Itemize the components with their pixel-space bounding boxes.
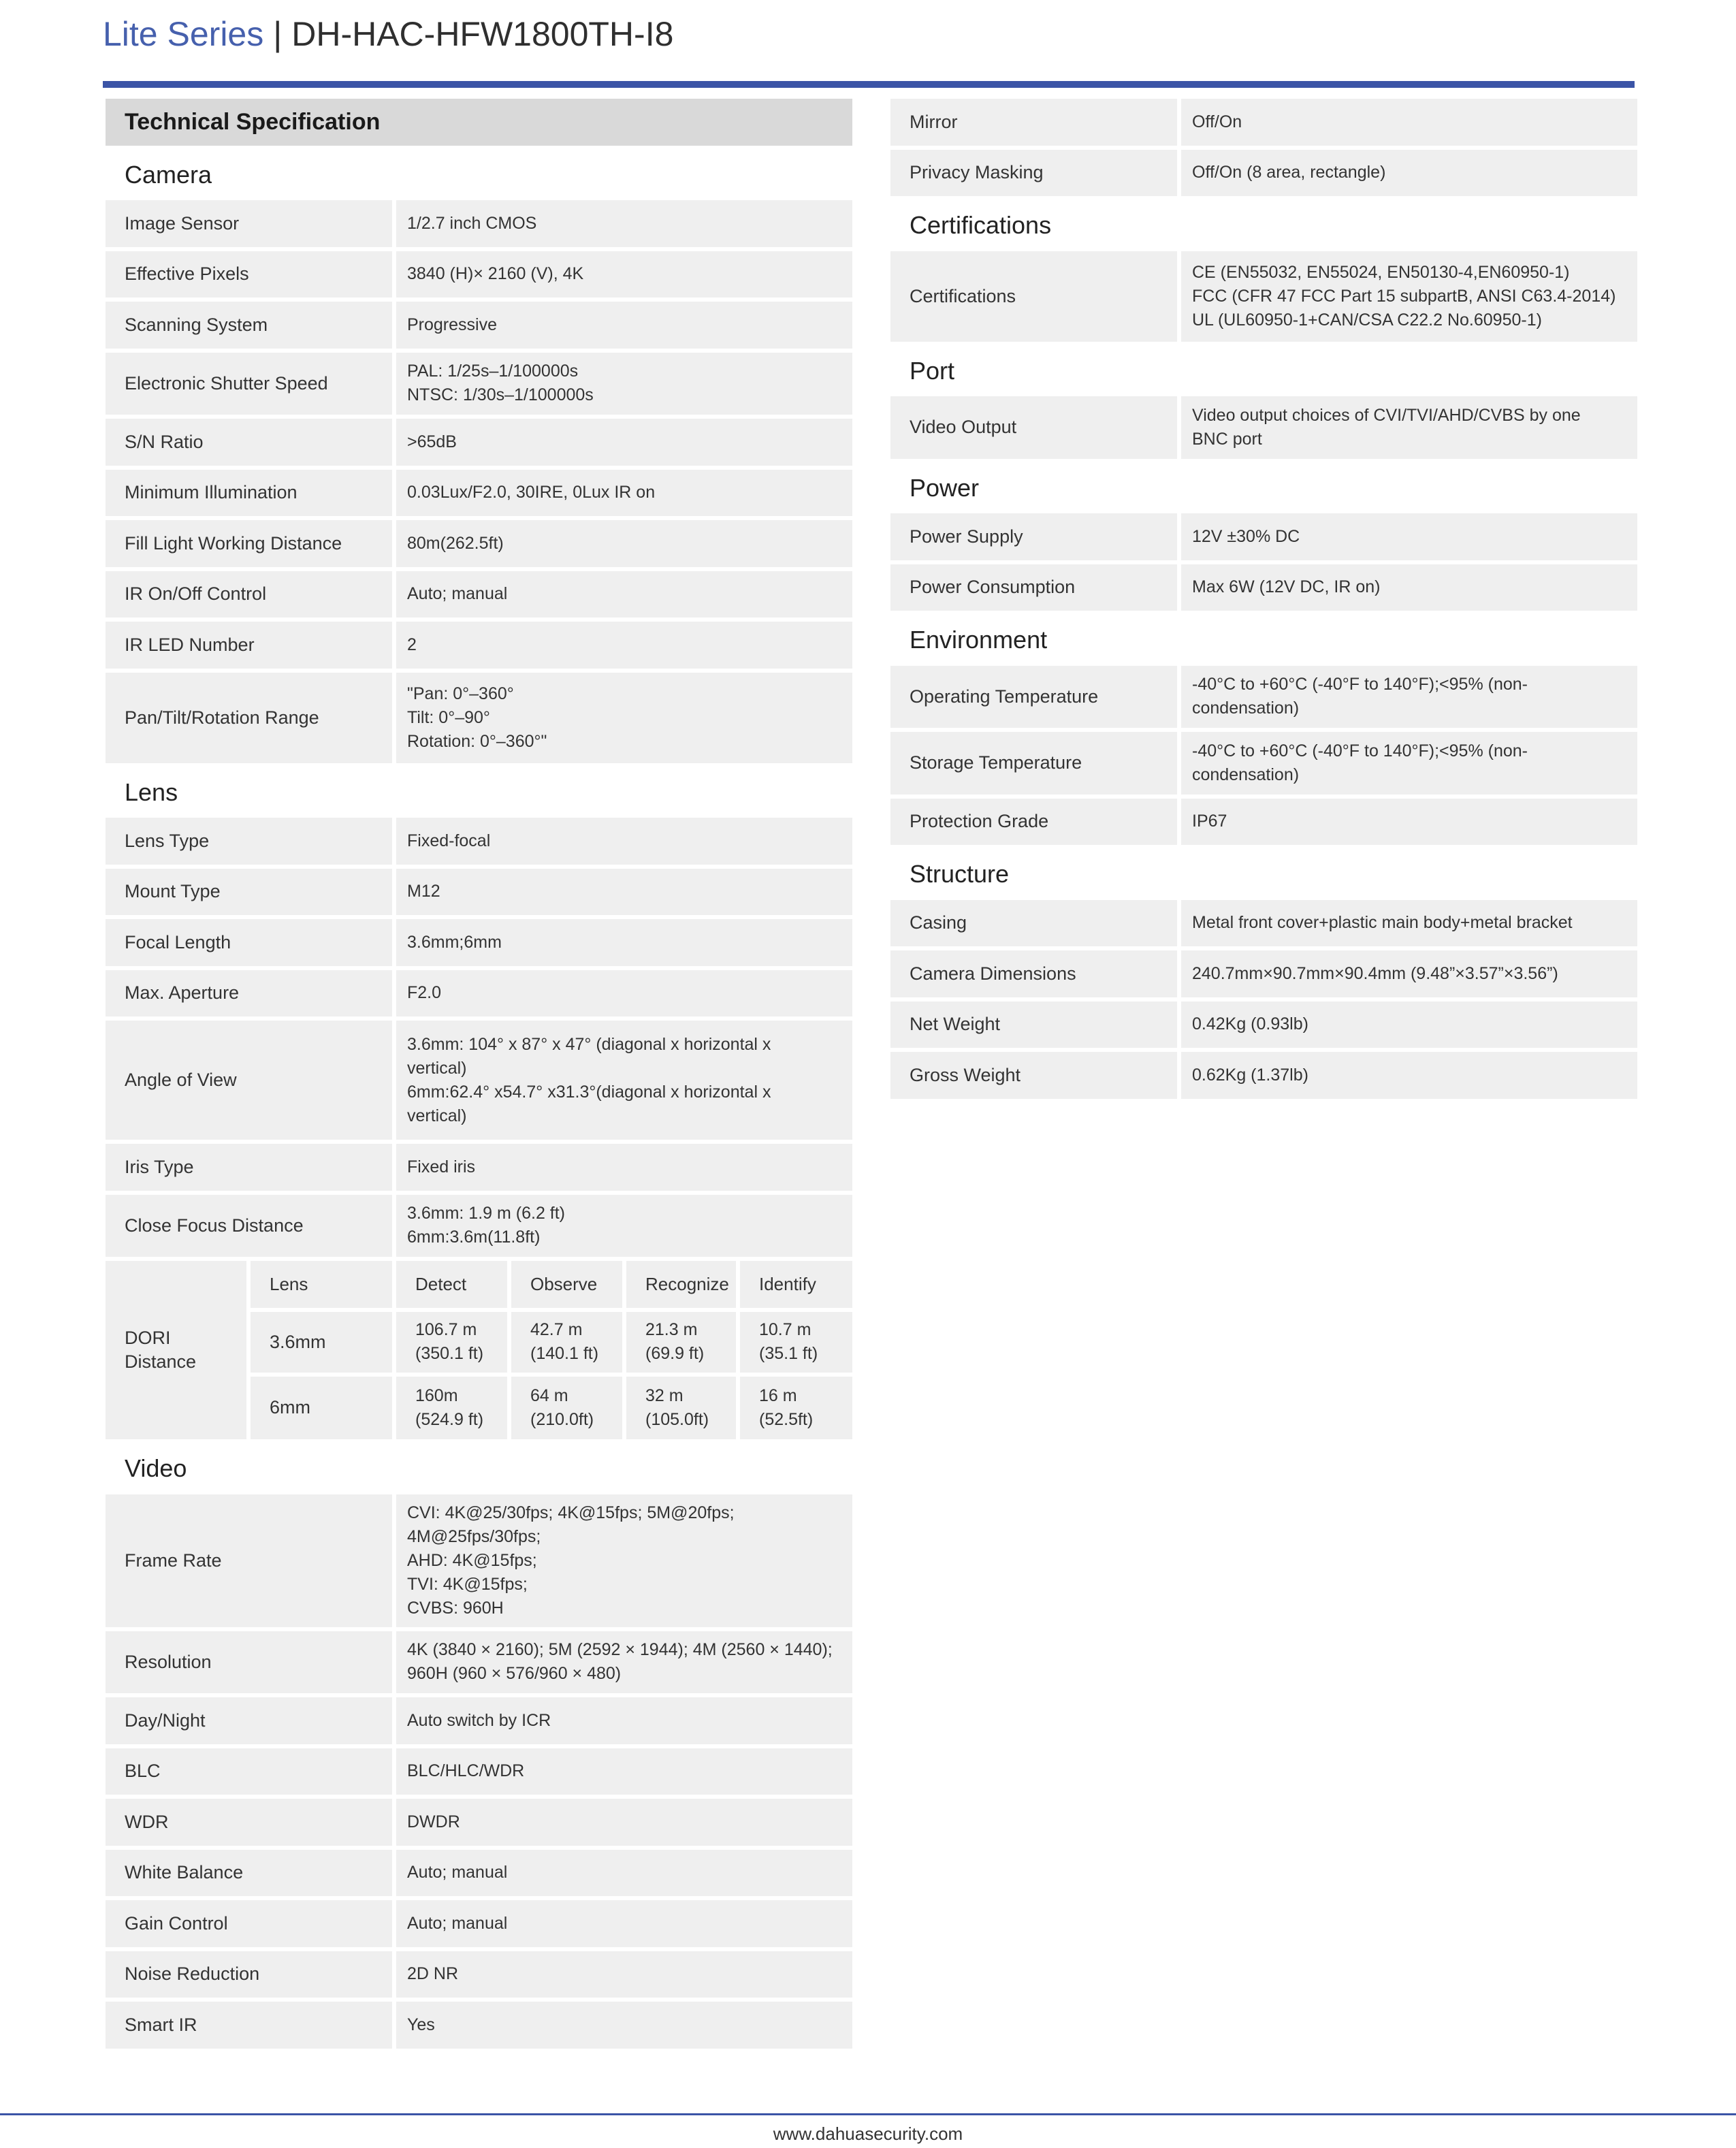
section-title-power: Power xyxy=(910,473,980,502)
spec-label: Power Supply xyxy=(890,513,1177,560)
section-title-certifications: Certifications xyxy=(910,211,1052,239)
spec-label: White Balance xyxy=(106,1850,392,1897)
spec-row-smart-ir xyxy=(106,2002,852,2049)
spec-value: 3.6mm;6mm xyxy=(396,919,852,966)
spec-label: Electronic Shutter Speed xyxy=(106,353,392,415)
spec-value: Metal front cover+plastic main body+metal bracket xyxy=(1181,900,1637,947)
spec-label: Max. Aperture xyxy=(106,970,392,1017)
spec-value: "Pan: 0°–360° Tilt: 0°–90° Rotation: 0°–360°" xyxy=(396,673,852,763)
spec-value: CE (EN55032, EN55024, EN50130-4,EN60950-1) FCC (CFR 47 FCC Part 15 subpartB, ANSI C63.4-2014) UL (UL60950-1+CAN/CSA C22.2 No.60950-1) xyxy=(1181,251,1637,342)
spec-label: Frame Rate xyxy=(106,1494,392,1627)
title-separator: | xyxy=(273,15,283,53)
spec-value: 0.62Kg (1.37lb) xyxy=(1181,1052,1637,1099)
spec-row-lens-type xyxy=(106,818,852,865)
section-title-video: Video xyxy=(125,1454,187,1482)
section-title-port: Port xyxy=(910,356,955,385)
spec-label: Day/Night xyxy=(106,1697,392,1744)
spec-label: Noise Reduction xyxy=(106,1951,392,1998)
dori-table xyxy=(106,1261,852,1439)
spec-label: S/N Ratio xyxy=(106,419,392,466)
spec-label: Image Sensor xyxy=(106,200,392,247)
section-title-environment: Environment xyxy=(910,626,1048,654)
spec-row-day-night xyxy=(106,1697,852,1744)
dori-label: DORI Distance xyxy=(106,1261,246,1439)
spec-row-max-aperture xyxy=(106,970,852,1017)
spec-label: Close Focus Distance xyxy=(106,1195,392,1257)
spec-row-mount-type xyxy=(106,869,852,916)
spec-value: Auto; manual xyxy=(396,1900,852,1947)
spec-value: Auto; manual xyxy=(396,571,852,618)
spec-row-mirror xyxy=(890,99,1637,146)
spec-label: Minimum Illumination xyxy=(106,470,392,517)
spec-row-fill-light-working-distance xyxy=(106,520,852,567)
spec-value: 3840 (H)× 2160 (V), 4K xyxy=(396,251,852,298)
spec-label: Focal Length xyxy=(106,919,392,966)
header-accent-bar xyxy=(103,81,1635,88)
dori-recognize-cell: 32 m (105.0ft) xyxy=(626,1377,736,1440)
spec-value: Progressive xyxy=(396,302,852,349)
spec-label: Mirror xyxy=(890,99,1177,146)
left-sections xyxy=(106,150,852,2049)
spec-value: Video output choices of CVI/TVI/AHD/CVBS by one BNC port xyxy=(1181,396,1637,459)
dori-detect-cell: 106.7 m (350.1 ft) xyxy=(396,1312,507,1373)
spec-value: 80m(262.5ft) xyxy=(396,520,852,567)
spec-row-privacy-masking xyxy=(890,150,1637,197)
spec-label: Camera Dimensions xyxy=(890,950,1177,997)
spec-row-s-n-ratio xyxy=(106,419,852,466)
dori-recognize-cell: 21.3 m (69.9 ft) xyxy=(626,1312,736,1373)
spec-value: 240.7mm×90.7mm×90.4mm (9.48”×3.57”×3.56”) xyxy=(1181,950,1637,997)
spec-label: Angle of View xyxy=(106,1021,392,1140)
spec-row-resolution xyxy=(106,1631,852,1694)
spec-label: Casing xyxy=(890,900,1177,947)
model-number: DH-HAC-HFW1800TH-I8 xyxy=(291,15,674,53)
footer-website: www.dahuasecurity.com xyxy=(773,2123,963,2144)
spec-value: Max 6W (12V DC, IR on) xyxy=(1181,564,1637,611)
right-sections xyxy=(890,99,1637,1099)
section-title-lens: Lens xyxy=(125,778,178,806)
spec-row-wdr xyxy=(106,1799,852,1846)
spec-value: Auto switch by ICR xyxy=(396,1697,852,1744)
spec-row-noise-reduction xyxy=(106,1951,852,1998)
spec-value: BLC/HLC/WDR xyxy=(396,1748,852,1795)
spec-label: Operating Temperature xyxy=(890,666,1177,728)
spec-label: Mount Type xyxy=(106,869,392,916)
dori-header-detect: Detect xyxy=(396,1261,507,1308)
spec-label: Iris Type xyxy=(106,1144,392,1191)
dori-header-identify: Identify xyxy=(740,1261,852,1308)
spec-label: Gross Weight xyxy=(890,1052,1177,1099)
spec-value: PAL: 1/25s–1/100000s NTSC: 1/30s–1/100000s xyxy=(396,353,852,415)
spec-value: 2D NR xyxy=(396,1951,852,1998)
spec-label: Video Output xyxy=(890,396,1177,459)
spec-value: M12 xyxy=(396,869,852,916)
spec-label: IR On/Off Control xyxy=(106,571,392,618)
spec-value: F2.0 xyxy=(396,970,852,1017)
spec-value: 0.03Lux/F2.0, 30IRE, 0Lux IR on xyxy=(396,470,852,517)
spec-row-minimum-illumination xyxy=(106,470,852,517)
spec-row-ir-on-off-control xyxy=(106,571,852,618)
spec-value: 0.42Kg (0.93lb) xyxy=(1181,1001,1637,1048)
spec-value: IP67 xyxy=(1181,799,1637,846)
spec-value: CVI: 4K@25/30fps; 4K@15fps; 5M@20fps; 4M@25fps/30fps; AHD: 4K@15fps; TVI: 4K@15fps; CVBS: 960H xyxy=(396,1494,852,1627)
spec-row-power-supply xyxy=(890,513,1637,560)
spec-label: BLC xyxy=(106,1748,392,1795)
spec-label: Resolution xyxy=(106,1631,392,1694)
spec-value: Fixed iris xyxy=(396,1144,852,1191)
spec-row-iris-type xyxy=(106,1144,852,1191)
spec-row-power-consumption xyxy=(890,564,1637,611)
spec-label: Privacy Masking xyxy=(890,150,1177,197)
spec-header: Technical Specification xyxy=(106,99,852,146)
dori-identify-cell: 16 m (52.5ft) xyxy=(740,1377,852,1440)
spec-row-gross-weight xyxy=(890,1052,1637,1099)
right-spec-column xyxy=(890,99,1637,1103)
spec-row-certifications xyxy=(890,251,1637,342)
spec-row-focal-length xyxy=(106,919,852,966)
dori-header-recognize: Recognize xyxy=(626,1261,736,1308)
left-spec-column xyxy=(106,99,852,2053)
spec-value: 1/2.7 inch CMOS xyxy=(396,200,852,247)
spec-row-image-sensor xyxy=(106,200,852,247)
spec-row-white-balance xyxy=(106,1850,852,1897)
spec-row-video-output xyxy=(890,396,1637,459)
series-name: Lite Series xyxy=(103,15,264,53)
spec-row-storage-temperature xyxy=(890,732,1637,795)
spec-label: Gain Control xyxy=(106,1900,392,1947)
spec-label: Scanning System xyxy=(106,302,392,349)
spec-label: Net Weight xyxy=(890,1001,1177,1048)
spec-label: Protection Grade xyxy=(890,799,1177,846)
spec-row-operating-temperature xyxy=(890,666,1637,728)
spec-value: 3.6mm: 1.9 m (6.2 ft) 6mm:3.6m(11.8ft) xyxy=(396,1195,852,1257)
dori-observe-cell: 42.7 m (140.1 ft) xyxy=(511,1312,622,1373)
document-title xyxy=(103,14,673,54)
spec-row-ir-led-number xyxy=(106,622,852,669)
spec-row-protection-grade xyxy=(890,799,1637,846)
spec-row-casing xyxy=(890,900,1637,947)
spec-value: Off/On (8 area, rectangle) xyxy=(1181,150,1637,197)
spec-row-gain-control xyxy=(106,1900,852,1947)
spec-row-blc xyxy=(106,1748,852,1795)
dori-lens-cell: 6mm xyxy=(251,1377,392,1440)
spec-value: 3.6mm: 104° x 87° x 47° (diagonal x horizontal x vertical) 6mm:62.4° x54.7° x31.3°(diagonal x horizontal x vertical) xyxy=(396,1021,852,1140)
spec-value: >65dB xyxy=(396,419,852,466)
spec-label: Pan/Tilt/Rotation Range xyxy=(106,673,392,763)
footer-divider xyxy=(0,2113,1736,2115)
section-title-structure: Structure xyxy=(910,860,1010,888)
spec-label: Effective Pixels xyxy=(106,251,392,298)
spec-row-camera-dimensions xyxy=(890,950,1637,997)
spec-row-angle-of-view xyxy=(106,1021,852,1140)
dori-lens-cell: 3.6mm xyxy=(251,1312,392,1373)
spec-value: 12V ±30% DC xyxy=(1181,513,1637,560)
spec-value: Yes xyxy=(396,2002,852,2049)
spec-label: WDR xyxy=(106,1799,392,1846)
spec-label: Certifications xyxy=(890,251,1177,342)
spec-label: Power Consumption xyxy=(890,564,1177,611)
spec-value: DWDR xyxy=(396,1799,852,1846)
spec-label: IR LED Number xyxy=(106,622,392,669)
dori-header-lens: Lens xyxy=(251,1261,392,1308)
dori-detect-cell: 160m (524.9 ft) xyxy=(396,1377,507,1440)
dori-identify-cell: 10.7 m (35.1 ft) xyxy=(740,1312,852,1373)
spec-row-scanning-system xyxy=(106,302,852,349)
spec-row-close-focus-distance xyxy=(106,1195,852,1257)
spec-value: 2 xyxy=(396,622,852,669)
spec-value: Fixed-focal xyxy=(396,818,852,865)
spec-row-net-weight xyxy=(890,1001,1637,1048)
spec-label: Lens Type xyxy=(106,818,392,865)
dori-observe-cell: 64 m (210.0ft) xyxy=(511,1377,622,1440)
spec-label: Storage Temperature xyxy=(890,732,1177,795)
spec-value: Auto; manual xyxy=(396,1850,852,1897)
spec-value: -40°C to +60°C (-40°F to 140°F);<95% (non- condensation) xyxy=(1181,666,1637,728)
spec-label: Smart IR xyxy=(106,2002,392,2049)
dori-header-observe: Observe xyxy=(511,1261,622,1308)
spec-row-effective-pixels xyxy=(106,251,852,298)
spec-row-pan-tilt-rotation-range xyxy=(106,673,852,763)
section-title-camera: Camera xyxy=(125,160,212,189)
spec-row-frame-rate xyxy=(106,1494,852,1627)
spec-value: Off/On xyxy=(1181,99,1637,146)
spec-value: 4K (3840 × 2160); 5M (2592 × 1944); 4M (2560 × 1440); 960H (960 × 576/960 × 480) xyxy=(396,1631,852,1694)
spec-value: -40°C to +60°C (-40°F to 140°F);<95% (non- condensation) xyxy=(1181,732,1637,795)
spec-label: Fill Light Working Distance xyxy=(106,520,392,567)
spec-row-electronic-shutter-speed xyxy=(106,353,852,415)
